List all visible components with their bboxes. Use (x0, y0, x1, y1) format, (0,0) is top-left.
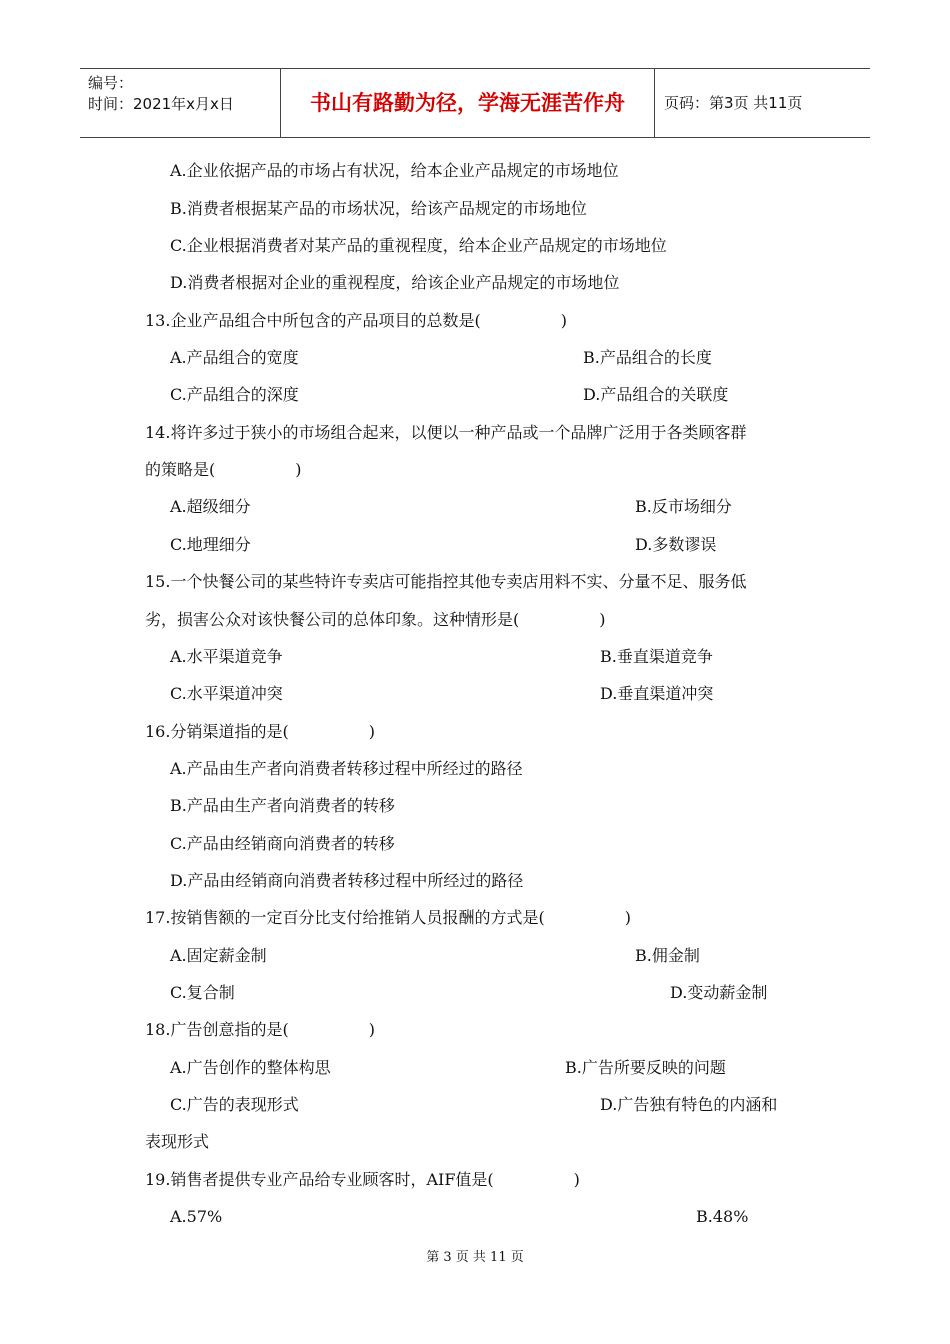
header-meta (80, 69, 281, 137)
option-line: B.48% (696, 1207, 749, 1226)
document-header (80, 68, 870, 138)
option-line: C.产品由经销商向消费者的转移 (170, 834, 395, 853)
question-16: 16.分销渠道指的是( ) (145, 722, 375, 741)
question-14-cont: 的策略是( ) (145, 460, 302, 479)
option-line: B.消费者根据某产品的市场状况，给该产品规定的市场地位 (170, 199, 587, 218)
option-line: D.广告独有特色的内涵和 (600, 1095, 778, 1114)
option-line: A.57% (170, 1207, 223, 1226)
option-line: C.水平渠道冲突 (170, 684, 283, 703)
option-line: B.产品组合的长度 (583, 348, 712, 367)
question-19: 19.销售者提供专业产品给专业顾客时，AIF值是( ) (145, 1170, 580, 1189)
question-15: 15.一个快餐公司的某些特许专卖店可能指控其他专卖店用料不实、分量不足、服务低 (145, 572, 747, 591)
option-line: C.企业根据消费者对某产品的重视程度，给本企业产品规定的市场地位 (170, 236, 667, 255)
option-line: D.产品组合的关联度 (583, 385, 729, 404)
question-14: 14.将许多过于狭小的市场组合起来，以便以一种产品或一个品牌广泛用于各类顾客群 (145, 423, 747, 442)
option-line: B.佣金制 (635, 946, 700, 965)
option-line: D.垂直渠道冲突 (600, 684, 714, 703)
option-line: B.广告所要反映的问题 (565, 1058, 726, 1077)
option-line: A.产品组合的宽度 (170, 348, 299, 367)
question-18: 18.广告创意指的是( ) (145, 1020, 375, 1039)
option-line: B.产品由生产者向消费者的转移 (170, 796, 395, 815)
option-line: B.垂直渠道竞争 (600, 647, 713, 666)
header-time: 时间：2021年x月x日 (88, 95, 234, 113)
option-line: A.水平渠道竞争 (170, 647, 283, 666)
option-line: C.地理细分 (170, 535, 251, 554)
option-line: D.产品由经销商向消费者转移过程中所经过的路径 (170, 871, 524, 890)
option-line: C.产品组合的深度 (170, 385, 299, 404)
question-15-cont: 劣，损害公众对该快餐公司的总体印象。这种情形是( ) (145, 610, 606, 629)
option-line: A.固定薪金制 (170, 946, 267, 965)
option-line: A.企业依据产品的市场占有状况，给本企业产品规定的市场地位 (170, 161, 619, 180)
option-line: D.变动薪金制 (670, 983, 768, 1002)
option-line: A.广告创作的整体构思 (170, 1058, 331, 1077)
question-17: 17.按销售额的一定百分比支付给推销人员报酬的方式是( ) (145, 908, 631, 927)
option-line: B.反市场细分 (635, 497, 732, 516)
option-line: A.产品由生产者向消费者转移过程中所经过的路径 (170, 759, 523, 778)
page-footer: 第 3 页 共 11 页 (426, 1250, 524, 1265)
option-line-cont: 表现形式 (145, 1132, 210, 1151)
option-line: D.多数谬误 (635, 535, 717, 554)
option-line: A.超级细分 (170, 497, 251, 516)
header-number: 编号： (88, 74, 134, 92)
option-line: D.消费者根据对企业的重视程度，给该企业产品规定的市场地位 (170, 273, 620, 292)
option-line: C.广告的表现形式 (170, 1095, 299, 1114)
option-line: C.复合制 (170, 983, 235, 1002)
header-page-info: 页码：第3页 共11页 (664, 94, 803, 112)
question-13: 13.企业产品组合中所包含的产品项目的总数是( ) (145, 311, 567, 330)
header-motto: 书山有路勤为径，学海无涯苦作舟 (281, 69, 655, 137)
